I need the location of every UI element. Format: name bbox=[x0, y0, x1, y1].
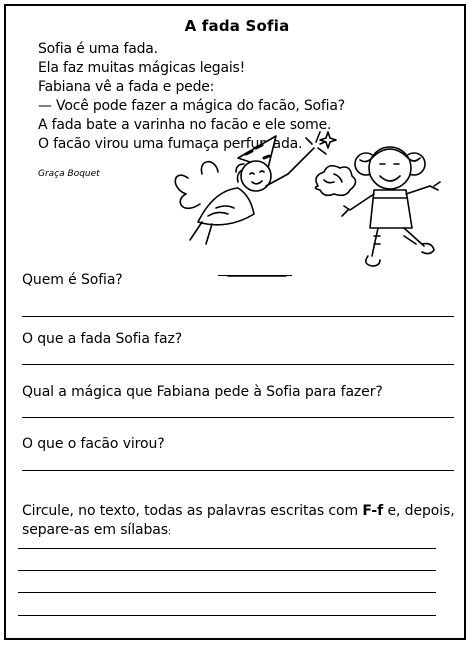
instruction-text: separe-as em sílabas bbox=[22, 522, 168, 538]
story-line: Fabiana vê a fada e pede: bbox=[38, 79, 215, 95]
syllable-line-1[interactable] bbox=[18, 548, 436, 549]
fairy-icon bbox=[175, 136, 314, 244]
answer-line-2[interactable] bbox=[22, 364, 454, 365]
page-title: A fada Sofia bbox=[184, 17, 290, 35]
story-line: A fada bate a varinha no facão e ele some. bbox=[38, 117, 332, 133]
instruction-text: e, depois, bbox=[383, 503, 455, 519]
girl-icon bbox=[342, 147, 440, 266]
answer-line-short bbox=[218, 275, 292, 276]
story-line: Ela faz muitas mágicas legais! bbox=[38, 60, 246, 76]
instruction-line-2 bbox=[22, 522, 171, 538]
answer-line-4[interactable] bbox=[22, 470, 454, 471]
instruction-colon: : bbox=[167, 527, 171, 537]
smoke-cloud-icon bbox=[315, 166, 355, 196]
question-2: O que a fada Sofia faz? bbox=[22, 331, 183, 347]
answer-line-1[interactable] bbox=[22, 316, 454, 317]
question-1: Quem é Sofia? bbox=[22, 272, 123, 288]
instruction-text: Circule, no texto, todas as palavras escritas com bbox=[22, 503, 363, 519]
instruction-line-1 bbox=[22, 503, 455, 519]
story-line: O facão virou uma fumaça perfumada. bbox=[38, 136, 303, 152]
story-line: Sofia é uma fada. bbox=[38, 41, 158, 57]
author-credit: Graça Boquet bbox=[38, 169, 100, 179]
question-4: O que o facão virou? bbox=[22, 436, 165, 452]
syllable-line-3[interactable] bbox=[18, 592, 436, 593]
syllable-line-4[interactable] bbox=[18, 615, 436, 616]
story-line: — Você pode fazer a mágica do facão, Sofia? bbox=[38, 98, 345, 114]
syllable-line-2[interactable] bbox=[18, 570, 436, 571]
question-3: Qual a mágica que Fabiana pede à Sofia para fazer? bbox=[22, 384, 383, 400]
instruction-letters: F-f bbox=[362, 503, 384, 519]
answer-line-3[interactable] bbox=[22, 417, 454, 418]
fairy-and-girl-illustration bbox=[168, 128, 456, 278]
